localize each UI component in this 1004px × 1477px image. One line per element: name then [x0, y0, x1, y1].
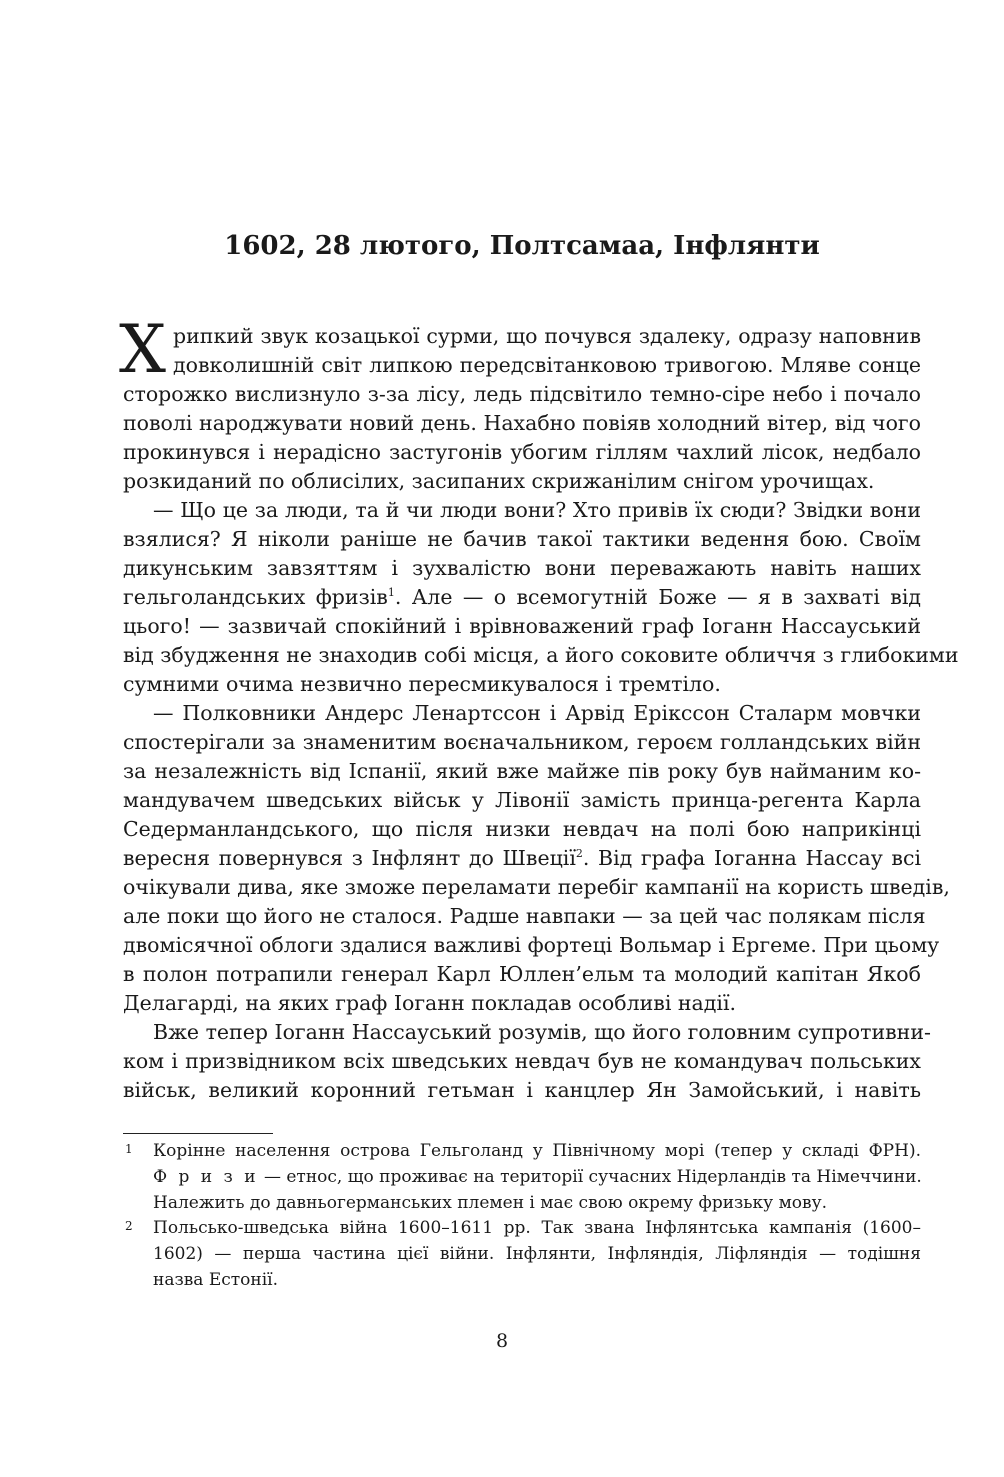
footnote-term: Ф р и з и: [153, 1167, 259, 1187]
text-line: мандувачем шведських військ у Лівонії замість принца-регента Карла: [123, 788, 921, 812]
body-text: [119, 311, 959, 1105]
text-line: очікували дива, яке зможе переламати перебіг кампанії на користь шведів,: [123, 875, 950, 899]
text-line: цього! — зазвичай спокійний і врівноважений граф Іоганн Нассауський: [123, 614, 921, 638]
footnote-divider: [123, 1133, 273, 1134]
drop-cap: Х: [119, 311, 166, 388]
text-line: військ, великий коронний гетьман і канцлер Ян Замойський, і навіть: [123, 1078, 921, 1102]
text-fragment: . Від графа Іоганна Нассау всі: [582, 846, 921, 870]
text-line: взялися? Я ніколи раніше не бачив такої тактики ведення бою. Своїм: [123, 527, 921, 551]
text-line: ком і призвідником всіх шведських невдач був не командувач польських: [123, 1049, 921, 1073]
footnote-line: Польсько-шведська війна 1600–1611 рр. Так звана Інфлянтська кампанія (1600–: [153, 1218, 921, 1238]
footnote-line: Належить до давньогерманських племен і має свою окрему фризьку мову.: [153, 1193, 828, 1213]
text-line: Вже тепер Іоганн Нассауський розумів, що його головним супротивни-: [153, 1020, 931, 1044]
text-line: рипкий звук козацької сурми, що почувся здалеку, одразу наповнив: [173, 324, 921, 348]
paragraph-1: [119, 311, 921, 496]
text-line: розкиданий по облисілих, засипаних скрижанілим снігом урочищах.: [123, 469, 875, 493]
text-line: довколишній світ липкою передсвітанковою тривогою. Мляве сонце: [173, 353, 921, 377]
footnote-line: Корінне населення острова Гельголанд у Північному морі (тепер у складі ФРН).: [153, 1141, 921, 1161]
text-line: але поки що його не сталося. Радше навпаки — за цей час полякам після: [123, 904, 926, 928]
footnote-line: назва Естонії.: [153, 1270, 279, 1290]
footnote-line: 1602) — перша частина цієї війни. Інфлянти, Інфляндія, Ліфляндія — тодішня: [153, 1244, 921, 1264]
text-line: сторожко вислизнуло з-за лісу, ледь підсвітило темно-сіре небо і почало: [123, 382, 921, 406]
footnote-ref[interactable]: 2: [575, 847, 583, 861]
text-line: за незалежність від Іспанії, який вже майже пів року був найманим ко-: [123, 759, 921, 783]
text-line: Седерманландського, що після низки невдач на полі бою наприкінці: [123, 817, 921, 841]
text-fragment: . Але — о всемогутній Боже — я в захваті від: [394, 585, 921, 609]
text-line: Делагарді, на яких граф Іоганн покладав особливі надії.: [123, 991, 737, 1015]
text-line: сумними очима незвично пересмикувалося і тремтіло.: [123, 672, 721, 696]
footnote-2: [123, 1215, 921, 1293]
text-line: двомісячної облоги здалися важливі фортеці Вольмар і Ергеме. При цьому: [123, 933, 940, 957]
text-line: [123, 583, 921, 612]
footnote-number: 2: [125, 1219, 133, 1233]
text-fragment: гельголандських фризів: [123, 585, 388, 609]
text-line: — Полковники Андерс Ленартссон і Арвід Ерікссон Сталарм мовчки: [153, 701, 921, 725]
footnote-number: 1: [125, 1142, 133, 1156]
page-number: 8: [495, 1330, 509, 1352]
footnote-ref[interactable]: 1: [387, 586, 395, 600]
text-line: прокинувся і нерадісно застугонів убогим гіллям чахлий лісок, недбало: [123, 440, 921, 464]
text-line: дикунським завзяттям і зухвалістю вони переважають навіть наших: [123, 556, 921, 580]
text-line: в полон потрапили генерал Карл Юллен’ельм та молодий капітан Якоб: [123, 962, 921, 986]
text-line: від збудження не знаходив собі місця, а його соковите обличчя з глибокими: [123, 643, 959, 667]
text-line: поволі народжувати новий день. Нахабно повіяв холодний вітер, від чого: [123, 411, 921, 435]
footnote-1: [123, 1138, 921, 1216]
footnote-text: — етнос, що проживає на території сучасних Нідерландів та Німеччини.: [258, 1167, 922, 1187]
chapter-title: 1602, 28 лютого, Полтсамаа, Інфлянти: [224, 231, 820, 261]
text-line: спостерігали за знаменитим воєначальником, героєм голландських війн: [123, 730, 921, 754]
footnote-line: [123, 1164, 921, 1190]
text-line: — Що це за люди, та й чи люди вони? Хто привів їх сюди? Звідки вони: [153, 498, 921, 522]
text-line: [123, 844, 921, 873]
text-fragment: вересня повернувся з Інфлянт до Швеції: [123, 846, 576, 870]
